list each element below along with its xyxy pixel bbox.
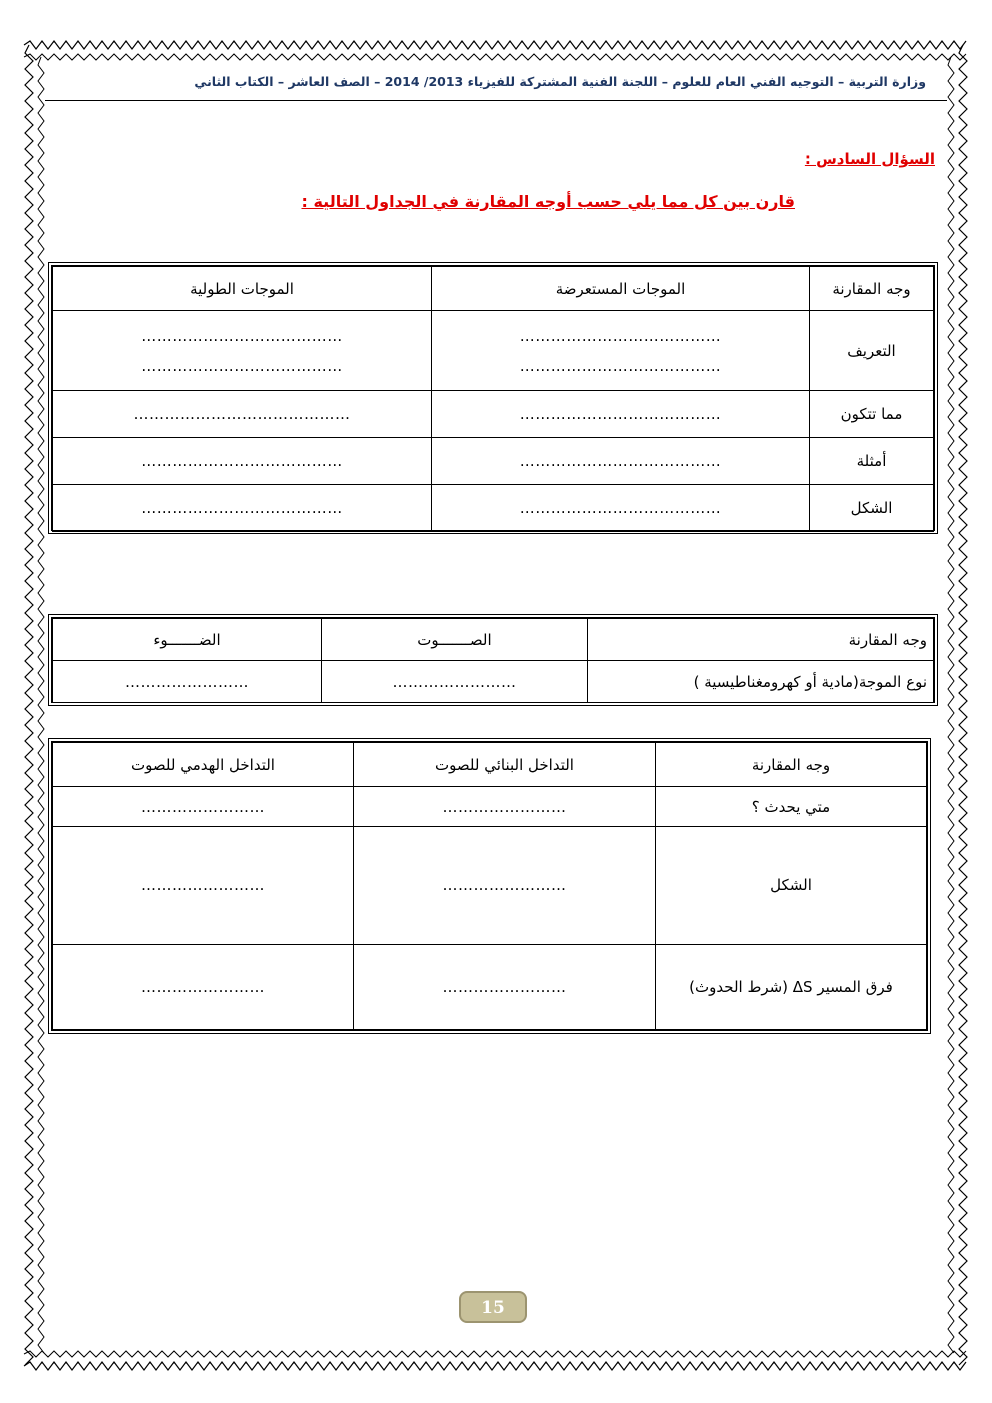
answer-blank: ………………………………… <box>519 405 722 423</box>
table-header-cell: الموجات المستعرضة <box>432 267 810 311</box>
table-header-cell: التداخل الهدمي للصوت <box>53 743 354 787</box>
answer-cell[interactable] <box>432 311 810 391</box>
answer-blank: ………………………………… <box>141 356 343 375</box>
answer-cell[interactable] <box>322 661 588 703</box>
answer-blank: ………………………………… <box>519 356 722 375</box>
answer-cell[interactable] <box>53 827 354 944</box>
table-header-cell: الصـــــــوت <box>322 619 588 661</box>
answer-blank: ………………………………… <box>141 499 343 517</box>
answer-cell[interactable] <box>53 787 354 827</box>
table-header-cell: الضـــــــوء <box>53 619 322 661</box>
answer-blank: …………………… <box>442 797 567 816</box>
page-number-badge: 15 <box>459 1291 527 1323</box>
row-label: أمثلة <box>810 438 934 485</box>
comparison-table-waves <box>48 262 938 534</box>
answer-blank: ………………………………… <box>519 452 722 470</box>
answer-blank: ………………………………… <box>141 326 343 345</box>
comparison-table-interference <box>48 738 931 1034</box>
answer-cell[interactable] <box>354 827 656 944</box>
answer-blank: …………………… <box>141 977 265 996</box>
answer-cell[interactable] <box>53 485 432 532</box>
header-divider <box>45 100 947 101</box>
answer-blank: …………………… <box>442 977 567 996</box>
row-label: متي يحدث ؟ <box>656 787 927 827</box>
question-instruction: قارن بين كل مما يلي حسب أوجه المقارنة في الجداول التالية : <box>301 192 795 211</box>
question-title: السؤال السادس : <box>804 150 935 168</box>
table-header-cell: وجه المقارنة <box>810 267 934 311</box>
answer-cell[interactable] <box>53 944 354 1029</box>
table-header-cell: الموجات الطولية <box>53 267 432 311</box>
answer-blank: …………………… <box>392 672 517 691</box>
row-label: التعريف <box>810 311 934 391</box>
answer-blank: ………………………………… <box>519 326 722 345</box>
answer-blank: …………………………………… <box>133 405 351 423</box>
answer-cell[interactable] <box>354 787 656 827</box>
comparison-table-sound-light <box>48 614 938 706</box>
answer-cell[interactable] <box>53 438 432 485</box>
row-label: فرق المسير ΔS (شرط الحدوث) <box>656 944 927 1029</box>
page-header: وزارة التربية – التوجيه الفني العام للعلوم – اللجنة الفنية المشتركة للفيزياء 2013/ 2014 – الصف العاشر – الكتاب الثاني <box>194 74 926 89</box>
answer-cell[interactable] <box>432 438 810 485</box>
table-header-cell: التداخل البنائي للصوت <box>354 743 656 787</box>
answer-cell[interactable] <box>53 311 432 391</box>
row-label: نوع الموجة(مادية أو كهرومغناطيسية ) <box>588 661 934 703</box>
answer-cell[interactable] <box>432 391 810 438</box>
answer-blank: …………………… <box>125 672 249 691</box>
answer-cell[interactable] <box>432 485 810 532</box>
answer-cell[interactable] <box>53 391 432 438</box>
table-header-cell: وجه المقارنة <box>588 619 934 661</box>
row-label: الشكل <box>656 827 927 944</box>
answer-blank: …………………… <box>141 876 265 895</box>
answer-blank: …………………… <box>442 876 567 895</box>
answer-blank: ………………………………… <box>519 499 722 517</box>
answer-cell[interactable] <box>354 944 656 1029</box>
row-label: مما تتكون <box>810 391 934 438</box>
row-label: الشكل <box>810 485 934 532</box>
answer-blank: ………………………………… <box>141 452 343 470</box>
answer-cell[interactable] <box>53 661 322 703</box>
table-header-cell: وجه المقارنة <box>656 743 927 787</box>
answer-blank: …………………… <box>141 797 265 816</box>
